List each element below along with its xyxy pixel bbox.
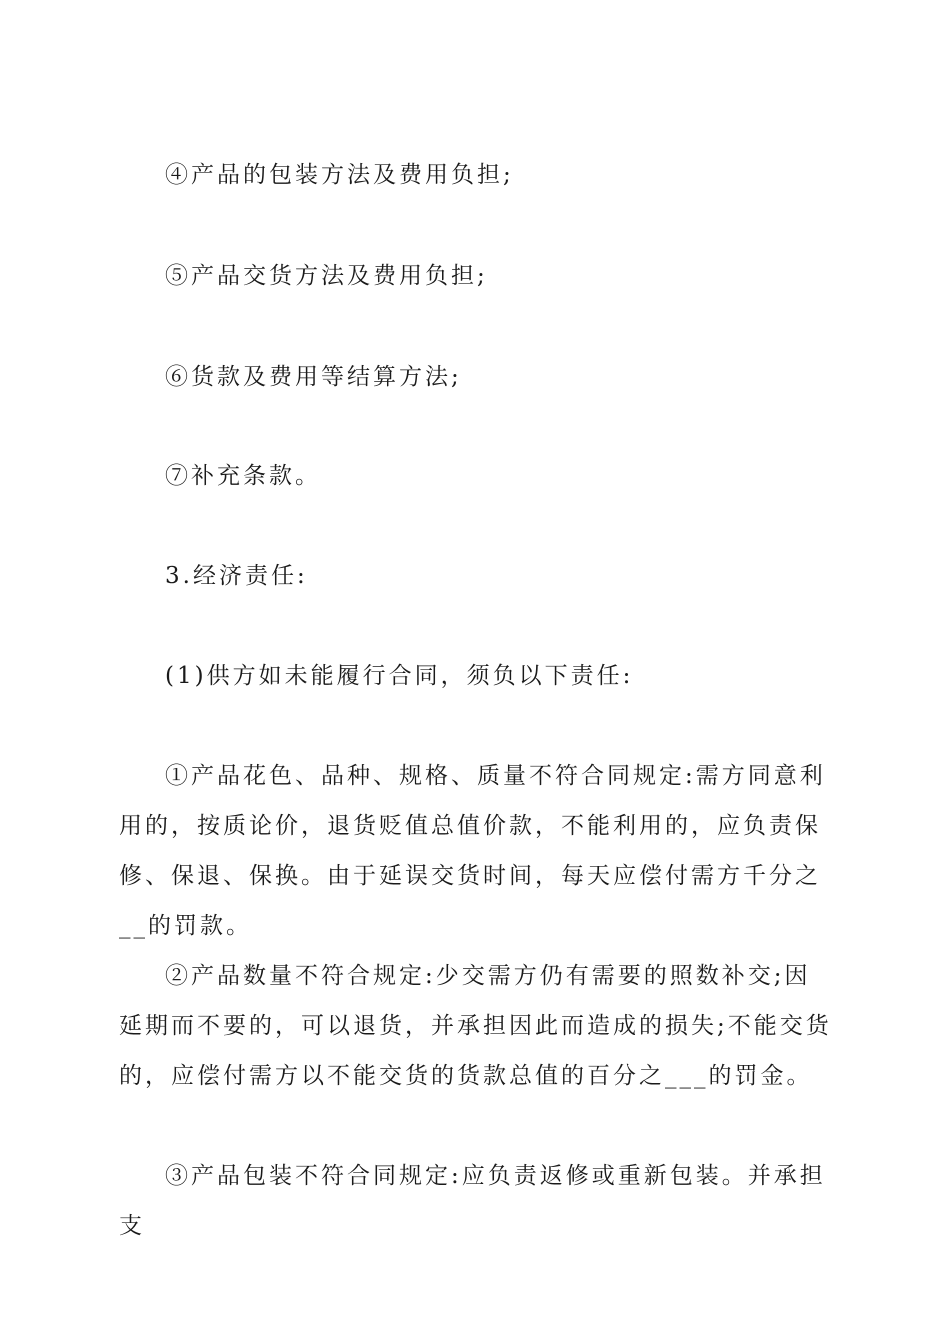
paragraph-delivery-method: ⑤产品交货方法及费用负担; bbox=[165, 263, 488, 289]
paragraph-packaging-method: ④产品的包装方法及费用负担; bbox=[165, 162, 514, 188]
clause-quality-nonconformance: ①产品花色、品种、规格、质量不符合同规定:需方同意利用的，按质论价，退货贬值总值价款，不能利用的，应负责保修、保退、保换。由于延误交货时间，每天应偿付需方千分之__的罚款。 bbox=[119, 763, 826, 939]
paragraph-supplementary-terms: ⑦补充条款。 bbox=[165, 463, 321, 489]
clause-packaging-nonconformance: ③产品包装不符合同规定:应负责返修或重新包装。并承担支 bbox=[119, 1163, 826, 1239]
paragraph-settlement-method: ⑥货款及费用等结算方法; bbox=[165, 364, 462, 390]
paragraph-supplier-liability: (1)供方如未能履行合同，须负以下责任: bbox=[165, 663, 634, 689]
clause-quantity-nonconformance: ②产品数量不符合规定:少交需方仍有需要的照数补交;因延期而不要的，可以退货，并承担因此而造成的损失;不能交货的，应偿付需方以不能交货的货款总值的百分之___的罚金。 bbox=[119, 963, 832, 1089]
section-heading-economic-liability: 3.经济责任: bbox=[165, 563, 308, 589]
